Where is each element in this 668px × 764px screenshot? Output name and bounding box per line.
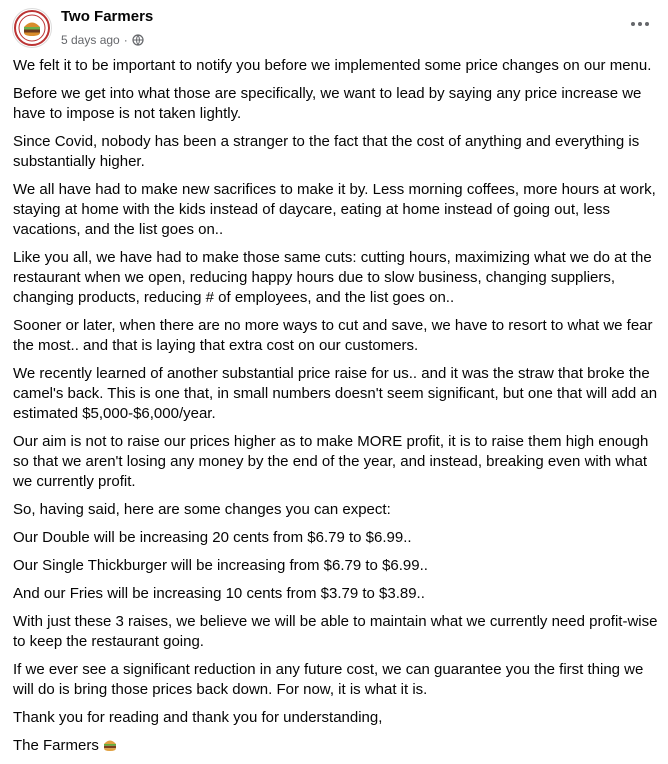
- post-paragraph: We felt it to be important to notify you before we implemented some price changes on our menu.: [13, 57, 652, 74]
- post-paragraph: Our aim is not to raise our prices higher as to make MORE profit, it is to raise them high enough so that we aren't losing any money by the end of the year, and instead, breaking even with what we currently profit.: [13, 433, 649, 490]
- post-paragraph: Before we get into what those are specifically, we want to lead by saying any price increase we have to impose is not taken lightly.: [13, 85, 642, 122]
- page-name[interactable]: Two Farmers: [61, 8, 154, 25]
- post-meta: [61, 33, 144, 47]
- more-options-icon[interactable]: [626, 14, 654, 34]
- post-body: [13, 56, 663, 764]
- post-paragraph: Our Double will be increasing 20 cents from $6.79 to $6.99..: [13, 529, 412, 546]
- hamburger-emoji: [102, 737, 118, 753]
- post-paragraph: We all have had to make new sacrifices to make it by. Less morning coffees, more hours at work, staying at home with the kids instead of daycare, eating at home instead of going out, less vacations, and the list goes on..: [13, 181, 656, 238]
- post-header: [12, 6, 656, 46]
- post-signoff: [13, 736, 663, 756]
- post-paragraph: Our Single Thickburger will be increasing from $6.79 to $6.99..: [13, 557, 428, 574]
- page-avatar[interactable]: [12, 8, 52, 48]
- post-paragraph: Since Covid, nobody has been a stranger to the fact that the cost of anything and everything is substantially higher.: [13, 133, 640, 170]
- post-paragraph: And our Fries will be increasing 10 cents from $3.79 to $3.89..: [13, 585, 425, 602]
- post-paragraph: With just these 3 raises, we believe we will be able to maintain what we currently need profit-wise to keep the restaurant going.: [13, 613, 658, 650]
- post-paragraph: Thank you for reading and thank you for understanding,: [13, 709, 383, 726]
- post-paragraph: Like you all, we have had to make those same cuts: cutting hours, maximizing what we do at the restaurant when we open, reducing happy hours due to slow business, changing suppliers, changing products, reducing # of employees, and the list goes on..: [13, 249, 652, 306]
- post-paragraph: Sooner or later, when there are no more ways to cut and save, we have to resort to what we fear the most.. and that is laying that extra cost on our customers.: [13, 317, 653, 354]
- signoff-text: The Farmers: [13, 737, 99, 754]
- meta-separator: ·: [123, 33, 128, 47]
- post-paragraph: We recently learned of another substantial price raise for us.. and it was the straw that broke the camel's back. This is one that, in small numbers doesn't seem significant, but one that will add an estimated $5,000-$6,000/year.: [13, 365, 658, 422]
- post-paragraph: If we ever see a significant reduction in any future cost, we can guarantee you the first thing we will do is bring those prices back down. For now, it is what it is.: [13, 661, 644, 698]
- post-timestamp[interactable]: 5 days ago: [61, 33, 120, 47]
- globe-icon[interactable]: [132, 34, 144, 46]
- post-paragraph: So, having said, here are some changes you can expect:: [13, 501, 391, 518]
- burger-logo: [13, 9, 51, 47]
